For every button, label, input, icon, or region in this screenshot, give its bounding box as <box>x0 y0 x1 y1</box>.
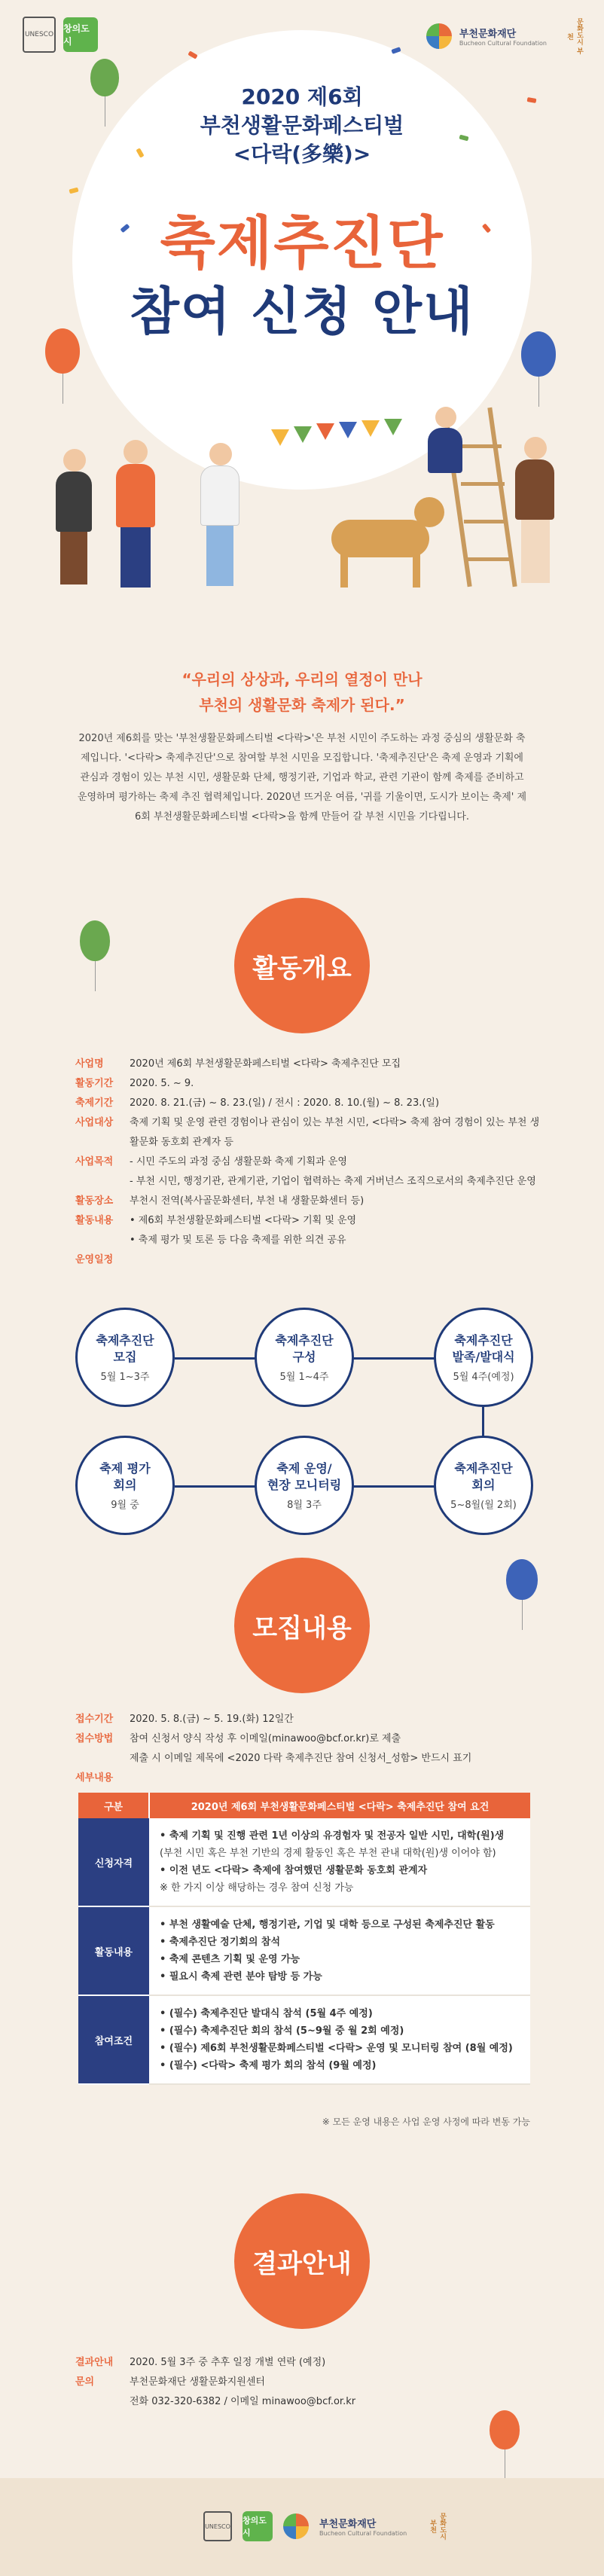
schedule-step <box>255 1308 354 1407</box>
info-row <box>75 1055 542 1074</box>
info-label: 세부내용 <box>75 1772 114 1784</box>
table-line: • (필수) 축제추진단 회의 참석 (5~9월 중 월 2회 예정) <box>160 2025 404 2037</box>
info-label: 축제기간 <box>75 1097 114 1109</box>
foundation-name: 부천문화재단 <box>319 2519 377 2530</box>
hero-line-1: 2020 제6회 <box>241 84 363 109</box>
info-row <box>75 1211 542 1250</box>
balloon-string <box>95 961 96 991</box>
foundation-logo-icon <box>426 23 452 49</box>
table-note: ※ 모든 운영 내용은 사업 운영 사정에 따라 변동 가능 <box>322 2117 530 2127</box>
table-line: • 이전 년도 <다락> 축제에 참여했던 생활문화 동호회 관계자 <box>160 1865 428 1876</box>
table-line: • 축제 기획 및 진행 관련 1년 이상의 유경험자 및 전공자 일반 시민, 대학(원)생 <box>160 1830 505 1842</box>
info-label: 문의 <box>75 2376 95 2388</box>
balloon-string <box>522 1600 523 1630</box>
info-label: 결과안내 <box>75 2357 114 2368</box>
info-value: 2020. 5. 8.(금) ~ 5. 19.(화) 12일간 <box>130 1714 294 1725</box>
table-cell <box>149 1995 530 2084</box>
info-row <box>75 1250 542 1270</box>
hero-title-2: 참여 신청 안내 <box>130 282 474 342</box>
result-info <box>75 2353 542 2412</box>
foundation-name: 부천문화재단 <box>459 29 517 40</box>
schedule-step-date: 5월 1~4주 <box>279 1371 329 1383</box>
schedule-step-date: 5월 1~3주 <box>100 1371 150 1383</box>
confetti <box>69 188 78 194</box>
table-line: • (필수) 제6회 부천생활문화페스티벌 <다락> 운영 및 모니터링 참여 (8월 예정) <box>160 2043 513 2054</box>
creative-city-logo: 창의도시 <box>63 17 98 52</box>
schedule-step <box>255 1436 354 1535</box>
balloon-string <box>538 377 539 407</box>
unesco-logo: UNESCO <box>203 2511 232 2541</box>
confetti <box>188 50 197 59</box>
section-title-recruit: 모집내용 <box>234 1558 370 1693</box>
schedule-step-title: 축제추진단 회의 <box>454 1460 513 1492</box>
table-row <box>78 1818 530 1906</box>
info-value: • 제6회 부천생활문화페스티벌 <다락> 기획 및 운영 • 축제 평가 및 토론 등 다음 축제를 위한 의견 공유 <box>130 1215 357 1246</box>
info-row <box>75 1192 542 1211</box>
schedule-step <box>434 1308 533 1407</box>
balloon-icon <box>45 328 80 374</box>
table-line: (부천 시민 혹은 부천 기반의 경제 활동인 혹은 부천 관내 대학(원)생 이어야 함) <box>160 1848 496 1859</box>
table-line: • (필수) 축제추진단 발대식 참석 (5월 4주 예정) <box>160 2008 373 2019</box>
schedule-step-title: 축제추진단 모집 <box>96 1332 154 1364</box>
quote-line-2: 부천의 생활문화 축제가 된다.” <box>199 696 405 714</box>
recruit-info <box>75 1710 542 1788</box>
schedule-step-date: 8월 3주 <box>287 1499 322 1511</box>
info-value: 2020. 5월 3주 중 추후 일정 개별 연락 (예정) <box>130 2357 326 2368</box>
foundation-subname: Bucheon Cultural Foundation <box>319 2530 407 2537</box>
info-label: 운영일정 <box>75 1254 114 1265</box>
table-cell <box>149 1818 530 1906</box>
table-line: • 축제추진단 정기회의 참석 <box>160 1937 281 1948</box>
balloon-icon <box>490 2410 520 2449</box>
info-row <box>75 1710 542 1729</box>
info-row <box>75 1769 542 1788</box>
info-label: 활동기간 <box>75 1078 114 1089</box>
info-value: 2020. 5. ~ 9. <box>130 1078 194 1089</box>
table-cell <box>149 1906 530 1995</box>
header-logos-left <box>23 17 98 53</box>
schedule-step-date: 5~8월(월 2회) <box>450 1499 517 1511</box>
unesco-logo: UNESCO <box>23 17 56 53</box>
schedule-step-title: 축제 운영/ 현장 모니터링 <box>267 1460 342 1492</box>
info-value: 부천문화재단 생활문화지원센터 전화 032-320-6382 / 이메일 minawoo@bcf.or.kr <box>130 2376 356 2407</box>
table-header-category: 구분 <box>78 1793 149 1818</box>
culture-city-logo: 문화도시 부천 <box>566 17 583 55</box>
schedule-step-title: 축제추진단 구성 <box>275 1332 334 1364</box>
table-line: • (필수) <다락> 축제 평가 회의 참석 (9월 예정) <box>160 2060 377 2071</box>
table-category: 활동내용 <box>78 1906 149 1995</box>
schedule-step <box>75 1436 175 1535</box>
table-line: • 필요시 축제 관련 분야 탐방 등 가능 <box>160 1971 322 1982</box>
creative-city-logo: 창의도시 <box>243 2511 273 2541</box>
info-value: 축제 기획 및 운영 관련 경험이나 관심이 있는 부천 시민, <다락> 축제 참여 경험이 있는 부천 생활문화 동호회 관계자 등 <box>130 1117 540 1148</box>
table-category: 신청자격 <box>78 1818 149 1906</box>
intro-paragraph: 2020년 제6회를 맞는 '부천생활문화페스티벌 <다락>'은 부천 시민이 주도하는 과정 중심의 생활문화 축제입니다. '<다락> 축제추진단'으로 참여할 부천 시민을 모집합니다. '축제추진단'은 축제 운영과 기획에 관심과 경험이 있는 부천 시민, 생활문화 단체, 행정기관, 기업과 학교, 관련 기관이 함께 축제를 준비하고 운영하며 평가하는 축제 추진 협력체입니다. 2020년 뜨거운 여름, '귀를 기울이면, 도시가 보이는 축제' 제6회 부천생활문화페스티벌 <다락>을 함께 만들어 갈 부천 시민을 기다립니다. <box>77 733 527 823</box>
info-value <box>130 1250 542 1270</box>
table-line: ※ 한 가지 이상 해당하는 경우 참여 신청 가능 <box>160 1882 354 1894</box>
info-value <box>130 1769 542 1788</box>
info-value: 참여 신청서 양식 작성 후 이메일(minawoo@bcf.or.kr)로 제출 제출 시 이메일 제목에 <2020 다락 축제추진단 참여 신청서_성함> 반드시 표기 <box>130 1733 472 1764</box>
info-row <box>75 2353 542 2373</box>
hero-line-3: <다락(多樂)> <box>233 142 371 166</box>
requirements-table <box>78 1793 530 2085</box>
schedule-step-title: 축제 평가 회의 <box>99 1460 151 1492</box>
foundation-logo-icon <box>283 2513 309 2539</box>
header-logos-right <box>426 17 584 56</box>
info-label: 활동내용 <box>75 1215 114 1226</box>
schedule-step-date: 5월 4주(예정) <box>453 1371 514 1383</box>
balloon-icon <box>521 331 556 377</box>
table-category: 참여조건 <box>78 1995 149 2084</box>
balloon-icon <box>506 1559 538 1600</box>
hero-line-2: 부천생활문화페스티벌 <box>200 113 404 138</box>
balloon-icon <box>80 920 110 961</box>
activity-info <box>75 1055 542 1270</box>
info-label: 사업대상 <box>75 1117 114 1128</box>
quote-line-1: “우리의 상상과, 우리의 열정이 만나 <box>182 670 422 688</box>
info-value: 2020. 8. 21.(금) ~ 8. 23.(일) / 전시 : 2020. 8. 10.(월) ~ 8. 23.(일) <box>130 1097 440 1109</box>
table-header-title: 2020년 제6회 부천생활문화페스티벌 <다락> 축제추진단 참여 요건 <box>149 1793 530 1818</box>
info-label: 사업목적 <box>75 1156 114 1167</box>
schedule-diagram <box>75 1308 535 1549</box>
info-value: 부천시 전역(복사골문화센터, 부천 내 생활문화센터 등) <box>130 1195 365 1207</box>
table-line: • 부천 생활예술 단체, 행정기관, 기업 및 대학 등으로 구성된 축제추진단 활동 <box>160 1919 495 1930</box>
info-label: 사업명 <box>75 1058 104 1070</box>
table-row <box>78 1906 530 1995</box>
balloon-icon <box>90 59 119 96</box>
info-row <box>75 1729 542 1769</box>
schedule-step-title: 축제추진단 발족/발대식 <box>452 1332 515 1364</box>
culture-city-logo: 문화도시 부천 <box>429 2513 447 2540</box>
schedule-step <box>434 1436 533 1535</box>
info-row <box>75 1152 542 1192</box>
info-value: - 시민 주도의 과정 중심 생활문화 축제 기획과 운영 - 부천 시민, 행정기관, 관계기관, 기업이 협력하는 축제 거버넌스 조직으로서의 축제추진단 운영 <box>130 1156 536 1187</box>
info-row <box>75 1094 542 1113</box>
schedule-step-date: 9월 중 <box>111 1499 139 1511</box>
footer-logos <box>203 2508 447 2544</box>
info-row <box>75 1074 542 1094</box>
section-title-result: 결과안내 <box>234 2193 370 2329</box>
info-row <box>75 1113 542 1152</box>
table-row <box>78 1995 530 2084</box>
table-line: • 축제 콘텐츠 기획 및 운영 가능 <box>160 1954 300 1965</box>
info-value: 2020년 제6회 부천생활문화페스티벌 <다락> 축제추진단 모집 <box>130 1058 401 1070</box>
info-row <box>75 2373 542 2412</box>
info-label: 접수기간 <box>75 1714 114 1725</box>
schedule-step <box>75 1308 175 1407</box>
foundation-subname: Bucheon Cultural Foundation <box>459 40 547 47</box>
hero-title-1: 축제추진단 <box>160 209 444 276</box>
section-title-activity: 활동개요 <box>234 898 370 1033</box>
info-label: 접수방법 <box>75 1733 114 1744</box>
info-label: 활동장소 <box>75 1195 114 1207</box>
people-illustration <box>45 407 565 603</box>
